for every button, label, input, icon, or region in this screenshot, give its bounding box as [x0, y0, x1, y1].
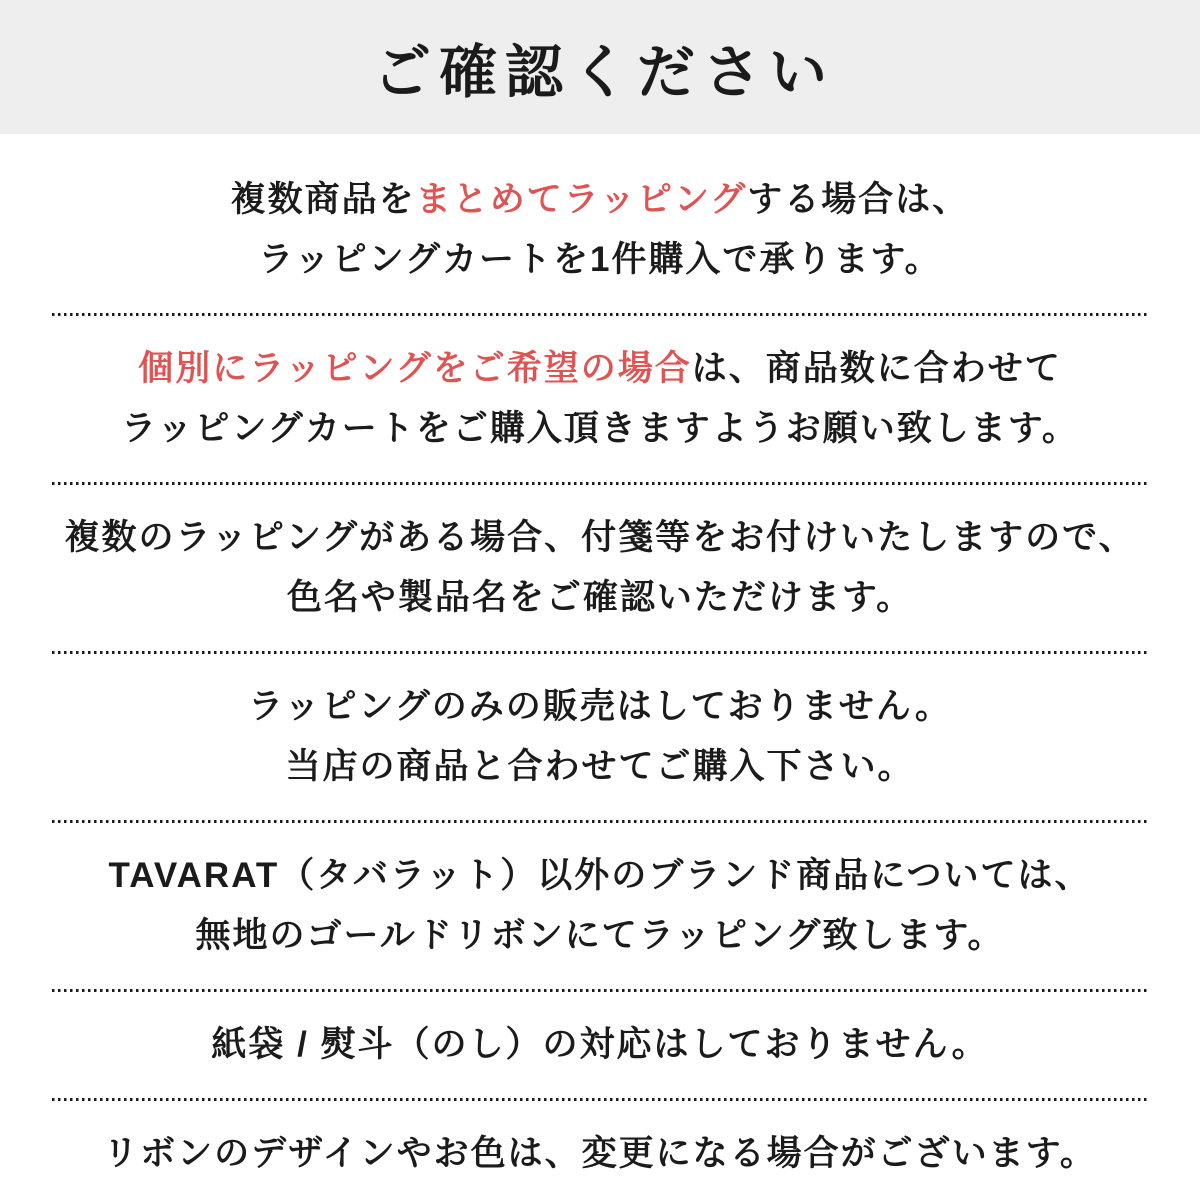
notice-paragraph	[0, 508, 1200, 628]
notice-text: リボンのデザインやお色は、変更になる場合がございます。	[103, 1134, 1097, 1173]
notice-paragraph	[0, 1015, 1200, 1075]
notice-paragraph	[0, 1124, 1200, 1184]
notice-text: 色名や製品名をご確認いただけます。	[286, 578, 914, 617]
notice-line	[0, 737, 1200, 797]
notice-paragraph	[0, 677, 1200, 797]
notice-line	[0, 230, 1200, 290]
notice-line	[0, 1015, 1200, 1075]
notice-text: ラッピングカートをご購入頂きますようお願い致します。	[121, 409, 1079, 448]
notice-line	[0, 508, 1200, 568]
notice-paragraph	[0, 170, 1200, 290]
notice-text: ラッピングのみの販売はしておりません。	[248, 687, 952, 726]
notice-line	[0, 399, 1200, 459]
notice-text: ラッピングカートを1件購入で承ります。	[258, 240, 942, 279]
notice-text: 当店の商品と合わせてご購入下さい。	[285, 747, 915, 786]
dotted-separator	[52, 651, 1148, 654]
dotted-separator	[52, 482, 1148, 485]
notice-paragraph	[0, 846, 1200, 966]
notice-line	[0, 677, 1200, 737]
notice-text: 紙袋 / 熨斗（のし）の対応はしておりません。	[211, 1025, 989, 1064]
highlighted-text: まとめてラッピング	[415, 180, 748, 219]
notice-text: 無地のゴールドリボンにてラッピング致します。	[195, 916, 1005, 955]
notice-line	[0, 1124, 1200, 1184]
notice-text: する場合は、	[747, 180, 970, 219]
dotted-separator	[52, 313, 1148, 316]
notice-line	[0, 568, 1200, 628]
notice-line	[0, 170, 1200, 230]
header-band	[0, 0, 1200, 134]
notice-text: 複数商品を	[230, 180, 416, 219]
dotted-separator	[52, 820, 1148, 823]
dotted-separator	[52, 989, 1148, 992]
dotted-separator	[52, 1098, 1148, 1101]
notice-text: は、商品数に合わせて	[691, 349, 1062, 388]
page-title: ご確認ください	[372, 40, 835, 105]
notice-line	[0, 906, 1200, 966]
notices-list	[0, 134, 1200, 1200]
notice-line	[0, 339, 1200, 399]
notice-text: TAVARAT（タバラット）以外のブランド商品については、	[108, 856, 1092, 895]
notice-text: 複数のラッピングがある場合、付箋等をお付けいたしますので、	[64, 518, 1136, 557]
notice-line	[0, 846, 1200, 906]
notice-paragraph	[0, 339, 1200, 459]
highlighted-text: 個別にラッピングをご希望の場合	[138, 349, 692, 388]
